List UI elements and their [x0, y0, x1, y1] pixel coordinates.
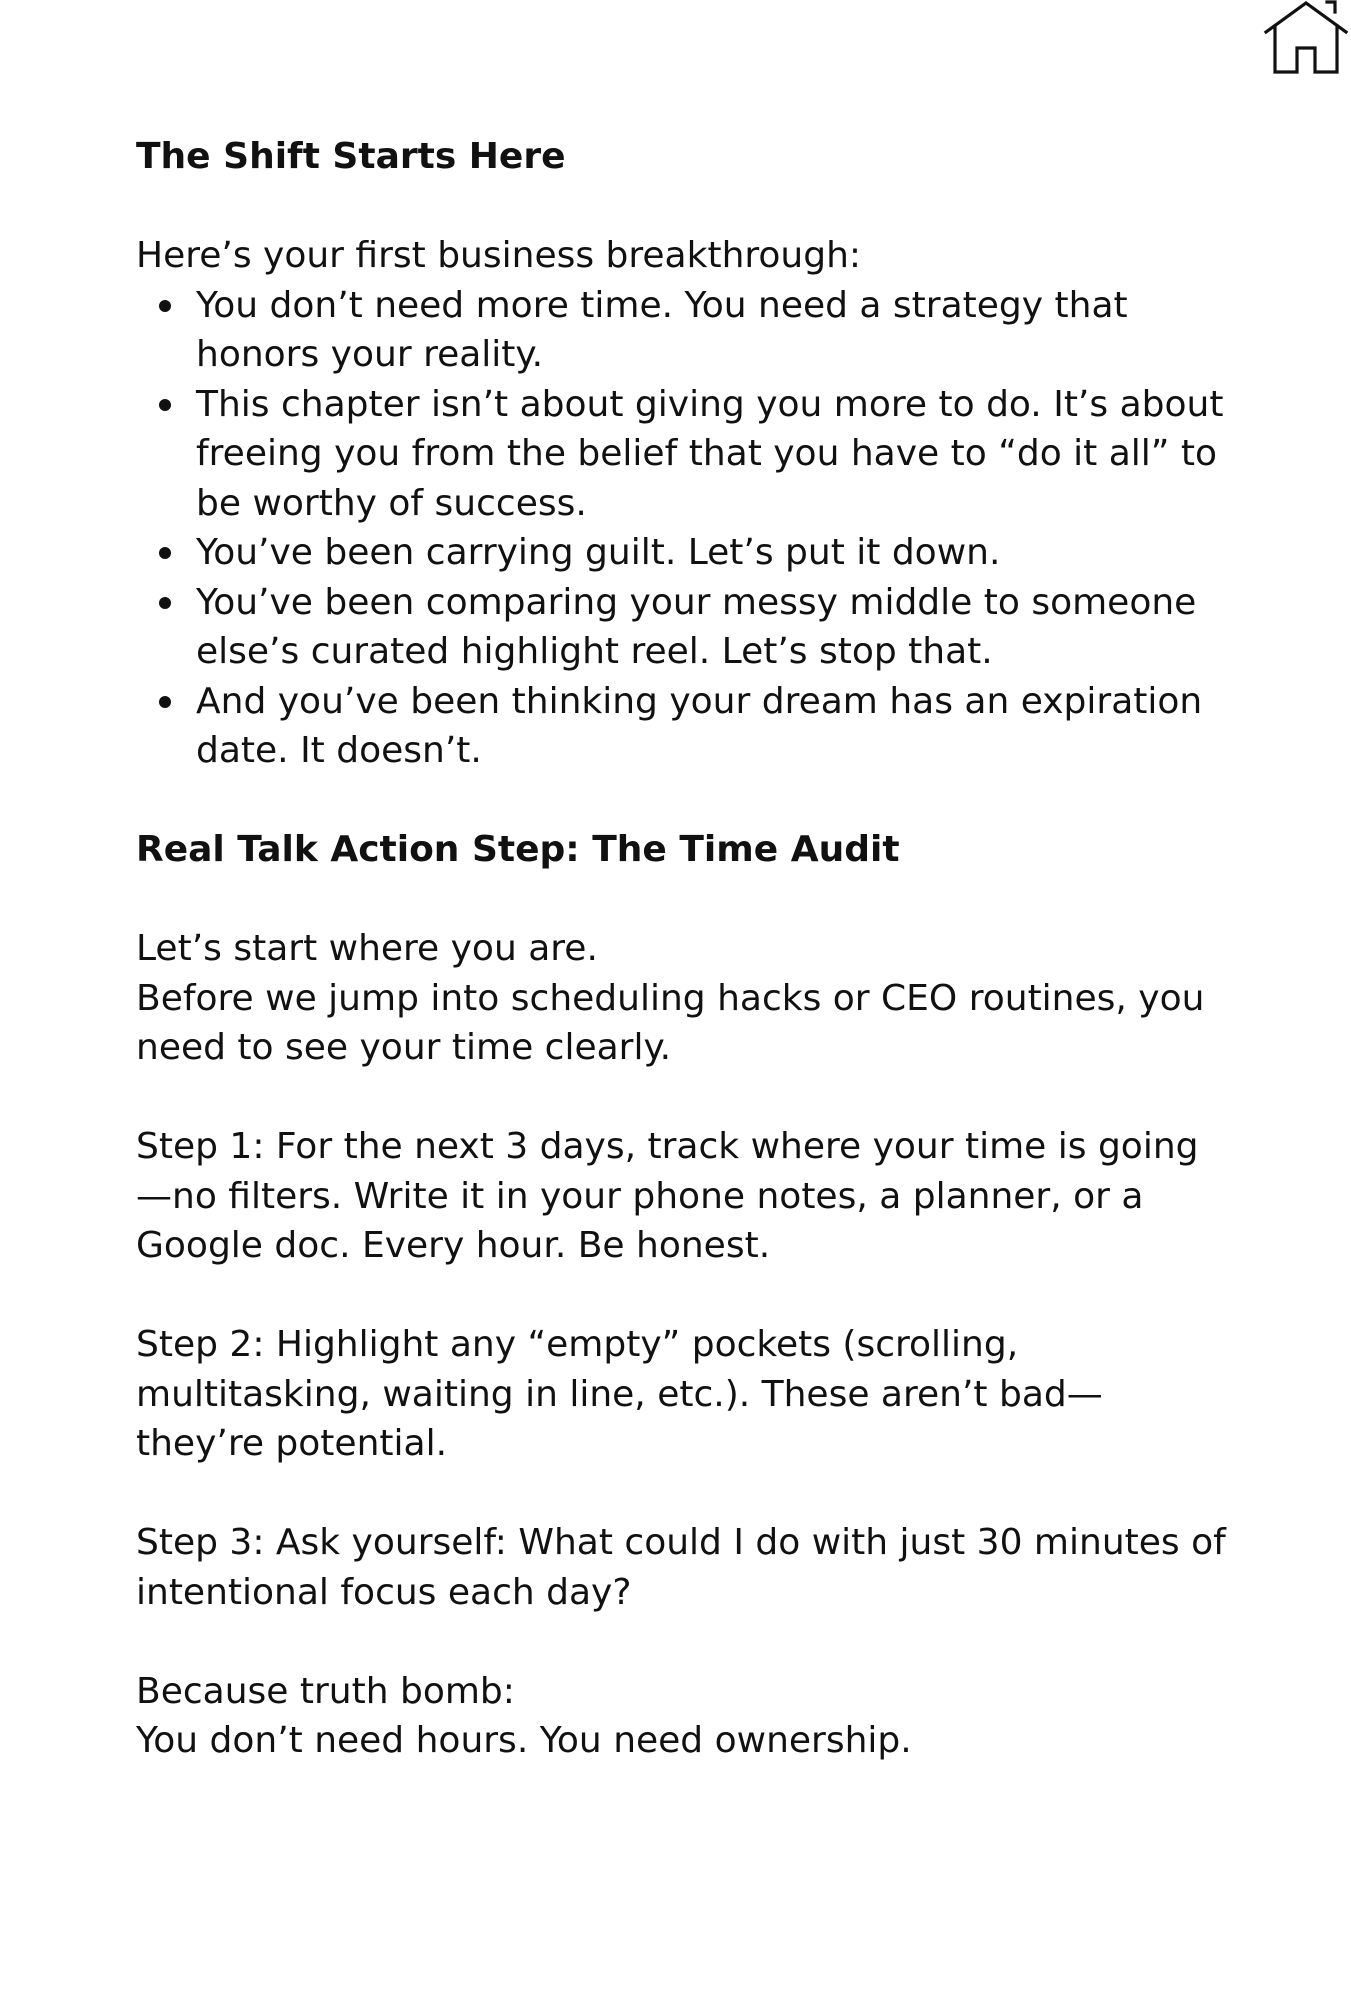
- spacer: [136, 1617, 1226, 1667]
- step-3-text: Step 3: Ask yourself: What could I do with just 30 minutes of intentional focus each day?: [136, 1522, 1226, 1613]
- spacer: [136, 1271, 1226, 1321]
- section-heading-shift: The Shift Starts Here: [136, 136, 566, 177]
- spacer: [136, 776, 1226, 826]
- list-item: And you’ve been thinking your dream has an expiration date. It doesn’t.: [196, 677, 1226, 776]
- list-item: You’ve been carrying guilt. Let’s put it down.: [196, 528, 1226, 578]
- list-item: You’ve been comparing your messy middle to someone else’s curated highlight reel. Let’s stop that.: [196, 578, 1226, 677]
- closing-line1: Because truth bomb:: [136, 1670, 515, 1712]
- spacer: [136, 1073, 1226, 1123]
- home-icon[interactable]: [1261, 0, 1351, 78]
- spacer: [136, 875, 1226, 925]
- section-heading-time-audit: Real Talk Action Step: The Time Audit: [136, 829, 900, 870]
- intro-text: Here’s your first business breakthrough:: [136, 235, 862, 276]
- step-1-text: Step 1: For the next 3 days, track where your time is going—no filters. Write it in your phone notes, a planner, or a Google doc. Every hour. Be honest.: [136, 1126, 1199, 1266]
- list-item: This chapter isn’t about giving you more to do. It’s about freeing you from the belief that you have to “do it all” to be worthy of success.: [196, 380, 1226, 529]
- spacer: [136, 182, 1226, 232]
- list-item: You don’t need more time. You need a strategy that honors your reality.: [196, 281, 1226, 380]
- document-page: [136, 132, 1226, 1766]
- audit-intro-line1: Let’s start where you are.: [136, 928, 598, 969]
- audit-intro-line2: Before we jump into scheduling hacks or CEO routines, you need to see your time clearly.: [136, 977, 1205, 1068]
- closing-line2: You don’t need hours. You need ownership.: [136, 1720, 912, 1761]
- breakthrough-list: [136, 281, 1226, 776]
- step-2-text: Step 2: Highlight any “empty” pockets (scrolling, multitasking, waiting in line, etc.). These aren’t bad—they’re potential.: [136, 1324, 1103, 1464]
- spacer: [136, 1469, 1226, 1519]
